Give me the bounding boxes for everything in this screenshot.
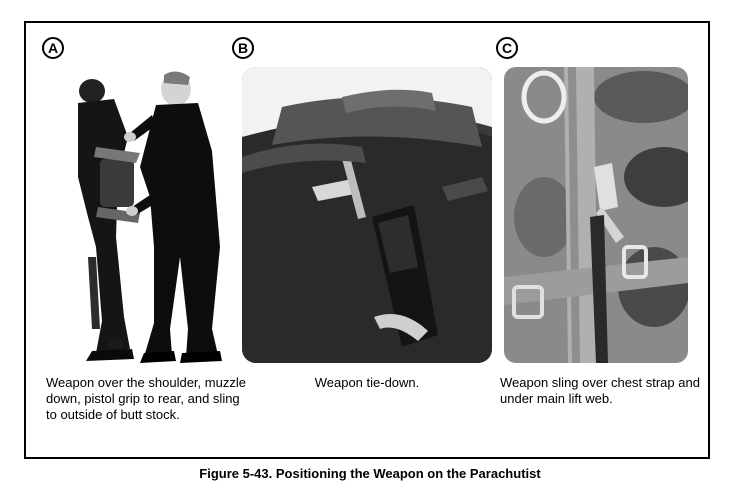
panel-b-letter: B [232,37,254,59]
weapon-tiedown-photo [242,67,492,363]
figure-frame [24,21,710,459]
panel-a-photo [70,67,230,363]
panel-a-letter: A [42,37,64,59]
parachutists-photo [70,67,230,363]
panel-c-photo [504,67,688,363]
figure-title: Figure 5-43. Positioning the Weapon on the Parachutist [199,466,541,481]
panel-a-caption: Weapon over the shoulder, muzzle down, pistol grip to rear, and sling to outside of butt stock. [46,375,246,422]
panel-b-caption: Weapon tie-down. [314,375,420,390]
weapon-sling-photo [504,67,688,363]
panel-c-caption: Weapon sling over chest strap and under main lift web. [500,375,700,406]
panel-c-letter: C [496,37,518,59]
panel-b-photo [242,67,492,363]
